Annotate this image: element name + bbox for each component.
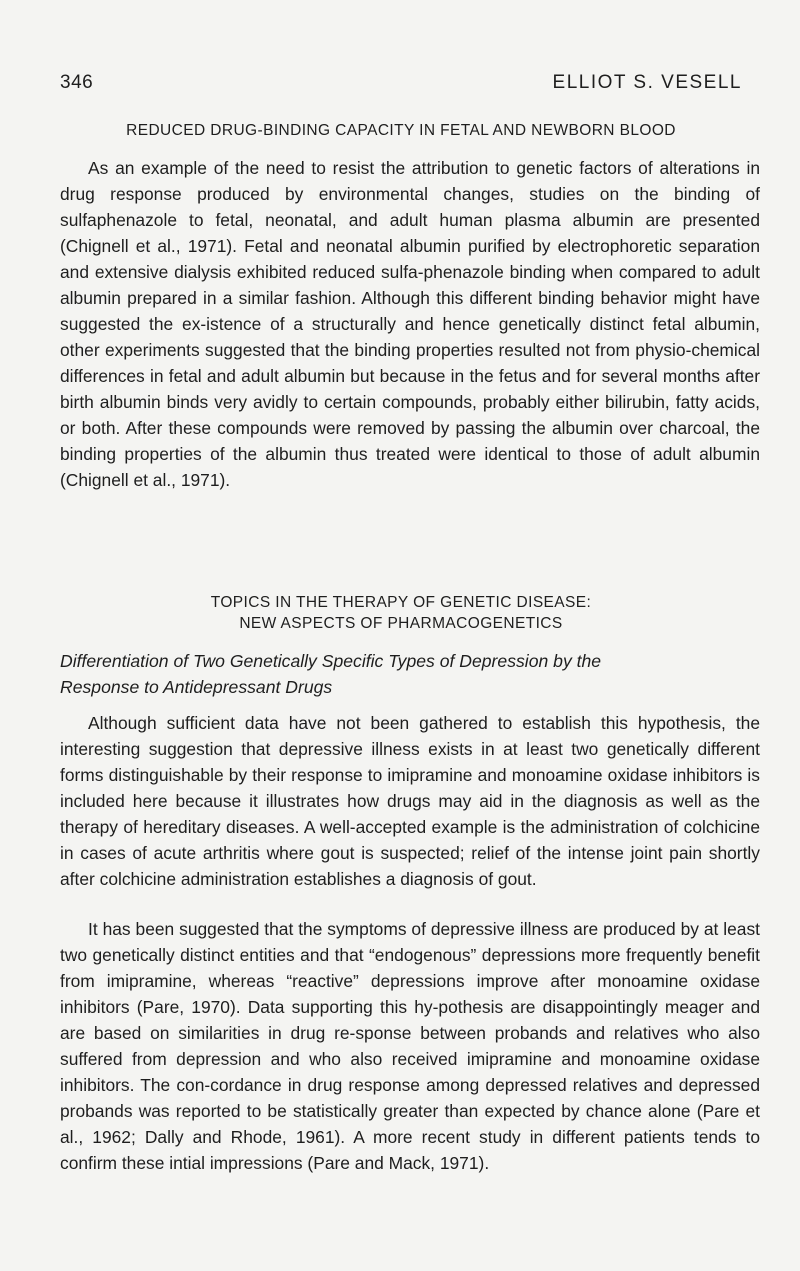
paragraph-depression-hypothesis: Although sufficient data have not been gathered to establish this hypothesis, the interesting suggestion that depressive illness exists in at least two genetically different forms distinguishable by their response to imipramine and monoamine oxidase inhibitors is included here because it illustrates how drugs may aid in the diagnosis as well as the therapy of hereditary diseases. A well-accepted example is the administration of colchicine in cases of acute arthritis where gout is suspected; relief of the intense joint pain shortly after colchicine administration establishes a diagnosis of gout. xyxy=(60,713,760,889)
subheading-depression-line1: Differentiation of Two Genetically Specific Types of Depression by the xyxy=(60,651,602,671)
section-heading-therapy-line1: TOPICS IN THE THERAPY OF GENETIC DISEASE: xyxy=(210,594,592,611)
section-heading-fetal-binding: REDUCED DRUG-BINDING CAPACITY IN FETAL AND NEWBORN BLOOD xyxy=(126,122,676,139)
paragraph-fetal-binding: As an example of the need to resist the attribution to genetic factors of alterations in drug response produced by environmental changes, studies on the binding of sulfaphenazole to fetal, neonatal, and adult human plasma albumin are presented (Chignell et al., 1971). Fetal and neonatal albumin purified by electrophoretic separation and extensive dialysis exhibited reduced sulfa-phenazole binding when compared to adult albumin prepared in a similar fashion. Although this different binding behavior might have suggested the ex-istence of a structurally and hence genetically distinct fetal albumin, other experiments suggested that the binding properties resulted not from physio-chemical differences in fetal and adult albumin but because in the fetus and for several months after birth albumin binds very avidly to certain compounds, probably either bilirubin, fatty acids, or both. After these compounds were removed by passing the albumin over charcoal, the binding properties of the albumin thus treated were identical to those of adult albumin (Chignell et al., 1971). xyxy=(60,158,760,490)
section-heading-therapy-line2: NEW ASPECTS OF PHARMACOGENETICS xyxy=(239,615,563,632)
subheading-depression-line2: Response to Antidepressant Drugs xyxy=(60,677,333,697)
author-name: ELLIOT S. VESELL xyxy=(552,72,742,93)
page-number: 346 xyxy=(60,72,94,93)
subheading-depression xyxy=(60,648,760,700)
section-heading-therapy xyxy=(60,592,742,634)
paragraph-depression-evidence: It has been suggested that the symptoms of depressive illness are produced by at least two genetically distinct entities and that “endogenous” depressions more frequently benefit from imipramine, whereas “reactive” depressions improve after monoamine oxidase inhibitors (Pare, 1970). Data supporting this hy-pothesis are disappointingly meager and are based on similarities in drug re-sponse between probands and relatives who also suffered from depression and who also received imipramine and monoamine oxidase inhibitors. The con-cordance in drug response among depressed relatives and depressed probands was reported to be statistically greater than expected by chance alone (Pare et al., 1962; Dally and Rhode, 1961). A more recent study in different patients tends to confirm these intial impressions (Pare and Mack, 1971). xyxy=(60,919,760,1173)
running-header xyxy=(60,72,742,98)
